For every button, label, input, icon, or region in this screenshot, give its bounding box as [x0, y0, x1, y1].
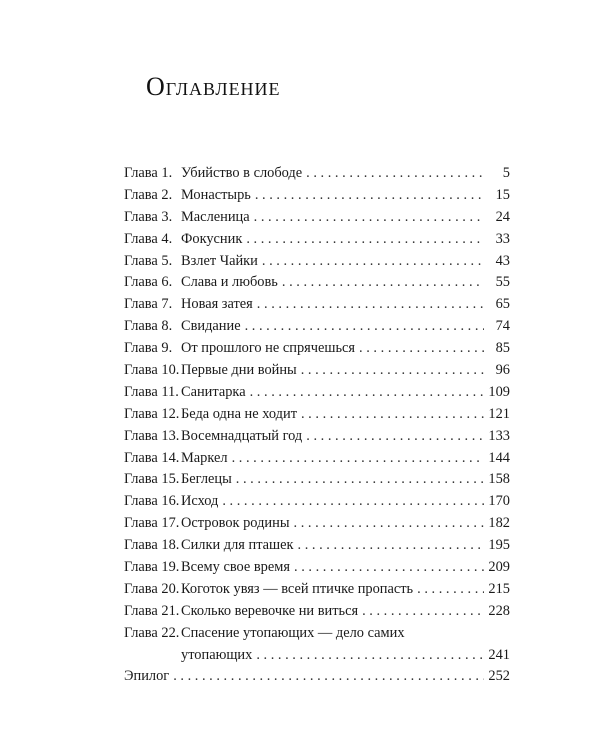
chapter-title: От прошлого не спрячешься	[181, 340, 356, 357]
chapter-label: Глава 5.	[124, 252, 173, 269]
chapter-label: Глава 1.	[124, 165, 173, 181]
chapter-label: Глава 8.	[124, 318, 173, 335]
dot-leader	[294, 513, 485, 535]
dot-leader	[236, 469, 484, 491]
page-number: 133	[488, 427, 510, 444]
page-number: 15	[495, 186, 510, 203]
dot-leader	[306, 163, 484, 185]
page-number: 228	[488, 602, 510, 619]
chapter-label: Глава 21.	[124, 602, 180, 619]
toc-entry	[124, 557, 510, 579]
chapter-title: Монастырь	[181, 186, 251, 203]
chapter-label: Глава 20.	[124, 580, 180, 597]
toc-entry	[124, 316, 510, 338]
dot-leader	[250, 382, 484, 404]
chapter-label: Глава 18.	[124, 537, 180, 554]
toc-entry	[124, 185, 510, 207]
chapter-label: Глава 2.	[124, 186, 173, 203]
dot-leader	[257, 294, 484, 316]
page-number: 195	[488, 537, 510, 554]
page-number: 65	[495, 296, 510, 313]
dot-leader	[294, 557, 484, 579]
chapter-title: Фокусник	[181, 230, 243, 247]
toc-entry	[124, 294, 510, 316]
chapter-title: Восемнадцатый год	[181, 427, 303, 444]
toc-entry	[124, 448, 510, 470]
chapter-label: Глава 16.	[124, 493, 180, 510]
chapter-label: Глава 19.	[124, 559, 180, 576]
chapter-title: Беглецы	[181, 471, 232, 488]
toc-entry	[124, 272, 510, 294]
chapter-label: Глава 17.	[124, 515, 180, 532]
chapter-label: Глава 7.	[124, 296, 173, 313]
chapter-title: Слава и любовь	[181, 274, 278, 291]
page-number: 74	[495, 318, 510, 335]
dot-leader	[246, 229, 484, 251]
dot-leader	[362, 601, 484, 623]
chapter-title: Спасение утопающих — дело самих	[181, 624, 405, 641]
dot-leader	[254, 207, 484, 229]
toc-heading: Оглавление	[146, 72, 281, 101]
chapter-title: Всему свое время	[181, 559, 290, 576]
chapter-title: Беда одна не ходит	[181, 405, 297, 422]
chapter-label: Глава 14.	[124, 449, 180, 466]
dot-leader	[301, 404, 484, 426]
dot-leader	[306, 426, 484, 448]
toc-entry-continuation	[124, 645, 510, 667]
page-number: 43	[495, 252, 510, 269]
page-number: 55	[495, 274, 510, 291]
page-number: 24	[495, 208, 510, 225]
page-number: 170	[488, 493, 510, 510]
dot-leader	[232, 448, 484, 470]
page-number: 209	[488, 559, 510, 576]
toc-entry	[124, 163, 510, 185]
chapter-title: Сколько веревочке ни виться	[181, 602, 359, 619]
chapter-title: Первые дни войны	[181, 362, 297, 379]
chapter-label: Глава 3.	[124, 208, 173, 225]
table-of-contents	[124, 163, 510, 688]
page-number: 33	[495, 230, 510, 247]
toc-entry	[124, 601, 510, 623]
chapter-title: Исход	[181, 493, 219, 510]
dot-leader	[245, 316, 484, 338]
chapter-label: Глава 13.	[124, 427, 180, 444]
chapter-label: Глава 11.	[124, 383, 179, 400]
page-number: 252	[488, 668, 510, 685]
page-number: 158	[488, 471, 510, 488]
chapter-title: Коготок увяз — всей птичке пропасть	[181, 580, 414, 597]
dot-leader	[298, 535, 484, 557]
toc-entry	[124, 360, 510, 382]
dot-leader	[262, 251, 484, 273]
dot-leader	[359, 338, 484, 360]
dot-leader	[256, 645, 484, 667]
page-number: 96	[495, 362, 510, 379]
chapter-label: Глава 10.	[124, 362, 180, 379]
toc-entry	[124, 251, 510, 273]
page-number: 5	[502, 165, 510, 181]
toc-entry	[124, 469, 510, 491]
toc-entry	[124, 535, 510, 557]
chapter-title: Свидание	[181, 318, 241, 335]
chapter-label: Глава 12.	[124, 405, 180, 422]
toc-entry	[124, 207, 510, 229]
chapter-label: Глава 6.	[124, 274, 173, 291]
chapter-title: Силки для пташек	[181, 537, 294, 554]
chapter-title: Взлет Чайки	[181, 252, 258, 269]
chapter-label: Глава 22.	[124, 624, 180, 641]
page-number: 121	[488, 405, 510, 422]
dot-leader	[417, 579, 484, 601]
chapter-title-continuation: утопающих	[181, 646, 253, 663]
toc-entry	[124, 579, 510, 601]
toc-entry	[124, 623, 510, 645]
dot-leader	[222, 491, 484, 513]
page-number: 215	[488, 580, 510, 597]
toc-entry	[124, 338, 510, 360]
page-number: 109	[488, 383, 510, 400]
chapter-title: Маркел	[181, 449, 228, 466]
chapter-title: Новая затея	[181, 296, 253, 313]
toc-entry	[124, 382, 510, 404]
chapter-label: Глава 15.	[124, 471, 180, 488]
chapter-title: Эпилог	[124, 668, 170, 685]
chapter-label: Глава 9.	[124, 340, 173, 357]
toc-entry	[124, 426, 510, 448]
page-number: 182	[488, 515, 510, 532]
page-number: 144	[488, 449, 510, 466]
chapter-title: Островок родины	[181, 515, 290, 532]
chapter-title: Масленица	[181, 208, 250, 225]
toc-entry	[124, 491, 510, 513]
dot-leader	[301, 360, 484, 382]
dot-leader	[255, 185, 484, 207]
dot-leader	[173, 666, 484, 688]
toc-entry	[124, 513, 510, 535]
page-number: 85	[495, 340, 510, 357]
chapter-label: Глава 4.	[124, 230, 173, 247]
toc-entry-epilogue	[124, 666, 510, 688]
toc-entry	[124, 229, 510, 251]
page-number: 241	[488, 646, 510, 663]
toc-entry	[124, 404, 510, 426]
chapter-title: Убийство в слободе	[181, 165, 303, 181]
dot-leader	[282, 272, 484, 294]
chapter-title: Санитарка	[181, 383, 246, 400]
